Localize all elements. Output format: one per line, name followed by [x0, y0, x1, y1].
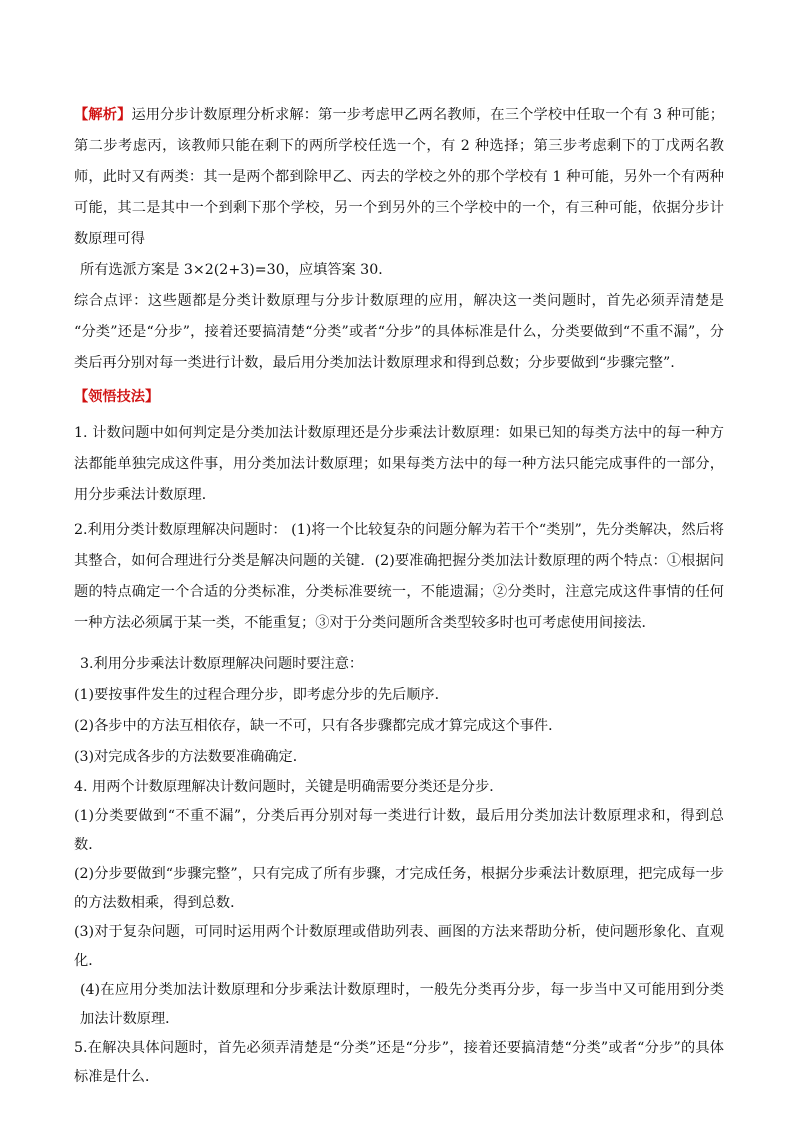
tip-item-3-1: (1)要按事件发生的过程合理分步，即考虑分步的先后顺序． — [74, 687, 449, 703]
analysis-paragraph — [74, 100, 724, 255]
analysis-answer-prefix: 所有选派方案是 — [80, 262, 184, 278]
document-page — [74, 100, 724, 1092]
comment-paragraph: 综合点评：这些题都是分类计数原理与分步计数原理的应用，解决这一类问题时，首先必须弄清楚是 “分类”还是“分步”，接着还要搞清楚“分类”或者“分步”的具体标准是什么，分类要做到“不重不漏”，分类后再分别对每一类进行计数，最后用分类加法计数原理求和得到总数；分步要做到“步骤完整”. — [74, 293, 724, 371]
tip-item-4-3: (3)对于复杂问题，可同时运用两个计数原理或借助列表、画图的方法来帮助分析，使问题形象化、直观化． — [74, 924, 724, 969]
section-title — [74, 383, 724, 412]
analysis-formula: 3×2(2+3)=30 — [183, 262, 285, 278]
tip-item-2: 2.利用分类计数原理解决问题时： (1)将一个比较复杂的问题分解为若干个“类别”，先分类解决，然后将其整合，如何合理进行分类是解决问题的关键．(2)要准确把握分类加法计数原理的两个特点：①根据问题的特点确定一个合适的分类标准，分类标准要统一，不能遗漏；②分类时，注意完成这件事情的任何一种方法必须属于某一类，不能重复；③对于分类问题所含类型较多时也可考虑使用间接法． — [74, 522, 724, 631]
tip-item-3-2: (2)各步中的方法互相依存，缺一不可，只有各步骤都完成才算完成这个事件． — [74, 718, 563, 734]
tip-item-1: 1. 计数问题中如何判定是分类加法计数原理还是分步乘法计数原理：如果已知的每类方法中的每一种方法都能单独完成这件事，用分类加法计数原理；如果每类方法中的每一种方法只能完成事件的一部分，用分步乘法计数原理． — [74, 425, 724, 503]
tip-item-4: 4. 用两个计数原理解决计数问题时，关键是明确需要分类还是分步． — [74, 779, 504, 795]
analysis-label: 【解析】 — [74, 107, 132, 123]
tip-item-4-4: (4)在应用分类加法计数原理和分步乘法计数原理时，一般先分类再分步，每一步当中又可能用到分类加法计数原理． — [80, 982, 724, 1027]
tip-item-4-1: (1)分类要做到“不重不漏”，分类后再分别对每一类进行计数，最后用分类加法计数原理求和，得到总数． — [74, 808, 724, 853]
analysis-answer-line — [74, 255, 724, 286]
tip-item-3: 3.利用分步乘法计数原理解决问题时要注意： — [80, 656, 364, 672]
tip-item-5: 5.在解决具体问题时，首先必须弄清楚是“分类”还是“分步”，接着还要搞清楚“分类”或者“分步”的具体标准是什么． — [74, 1040, 724, 1085]
analysis-answer-suffix: ，应填答案 30． — [284, 262, 393, 278]
tip-item-3-3: (3)对完成各步的方法数要准确确定． — [74, 749, 307, 765]
analysis-body: 运用分步计数原理分析求解：第一步考虑甲乙两名教师，在三个学校中任取一个有 3 种可能；第二步考虑丙，该教师只能在剩下的两所学校任选一个，有 2 种选择；第三步考虑剩下的丁戊两名教师，此时又有两类：其一是两个都到除甲乙、丙去的学校之外的那个学校有 1 种可能，另外一个有两种可能，其二是其中一个到剩下那个学校，另一个到另外的三个学校中的一个，有三种可能，依据分步计数原理可得 — [74, 107, 724, 247]
section-title-text: 【领悟技法】 — [74, 389, 160, 405]
tip-item-4-2: (2)分步要做到“步骤完整”，只有完成了所有步骤，才完成任务，根据分步乘法计数原理，把完成每一步的方法数相乘，得到总数． — [74, 866, 724, 911]
